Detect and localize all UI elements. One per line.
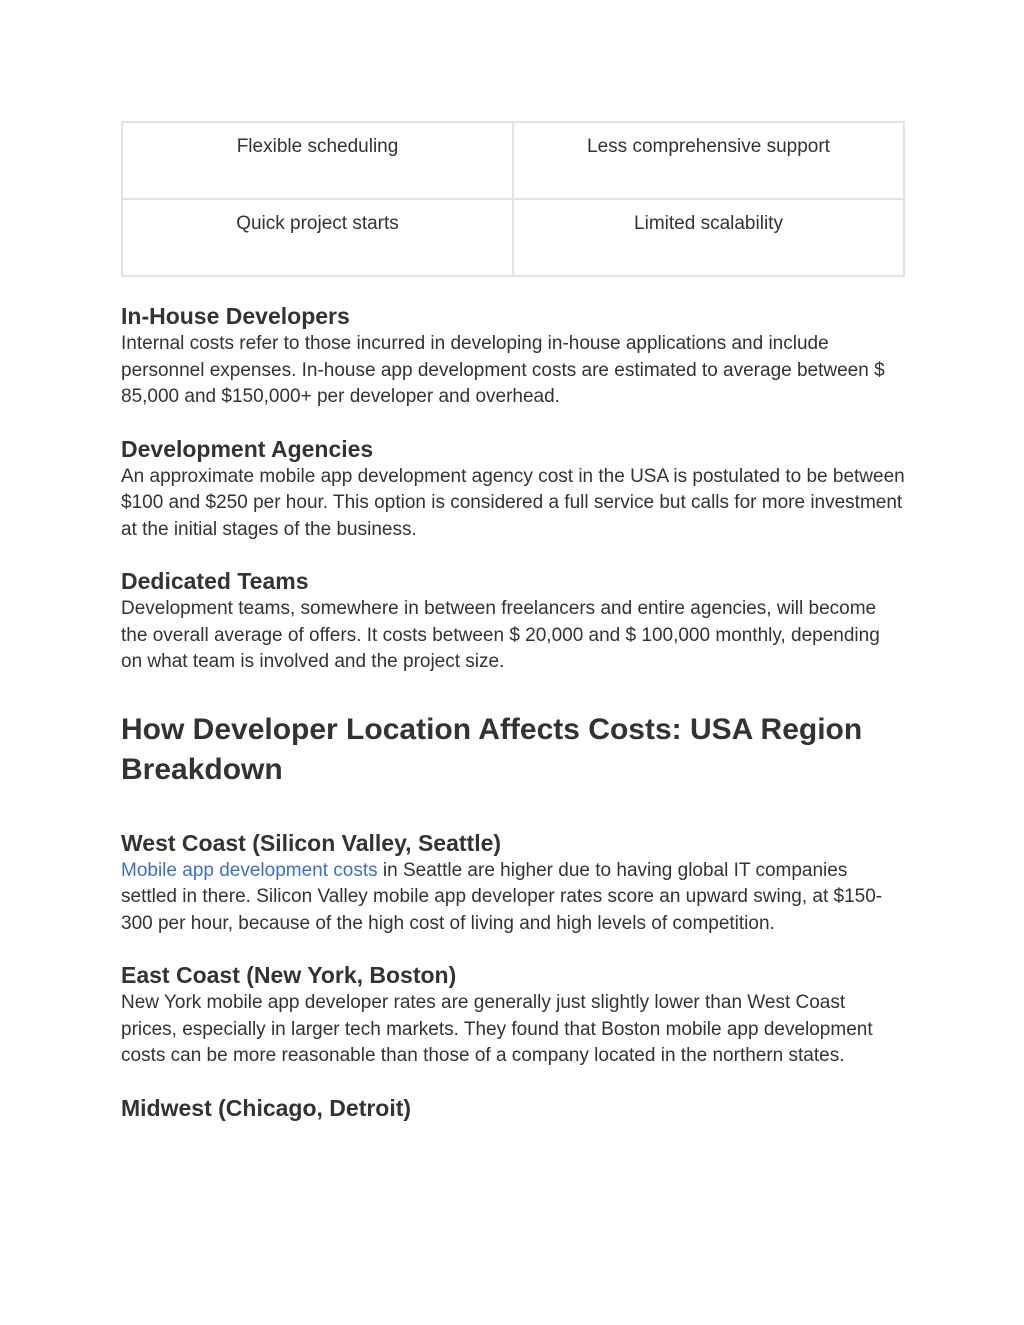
table-row (122, 199, 904, 276)
region-midwest (121, 1093, 905, 1123)
section-dedicated (121, 566, 905, 676)
region-heading: West Coast (Silicon Valley, Seattle) (121, 829, 502, 856)
table-cell: Limited scalability (513, 199, 904, 276)
section-agencies (121, 434, 905, 544)
table-cell: Quick project starts (122, 199, 513, 276)
table-cell: Less comprehensive support (513, 122, 904, 199)
section-paragraph: Development teams, somewhere in between freelancers and entire agencies, will become the overall average of offers. It costs between $ 20,000 and $ 100,000 monthly, depending on what team is involved and the project size. (121, 598, 880, 672)
section-heading: Dedicated Teams (121, 568, 309, 594)
main-heading: How Developer Location Affects Costs: USA Region Breakdown (121, 712, 863, 786)
main-heading-wrap (121, 710, 905, 790)
region-west (121, 828, 905, 938)
section-paragraph: An approximate mobile app development agency cost in the USA is postulated to be between $100 and $250 per hour. This option is considered a full service but calls for more investment at the initial stages of the business. (121, 465, 905, 540)
table-cell: Flexible scheduling (122, 122, 513, 199)
document-page (121, 121, 905, 1123)
section-paragraph: Internal costs refer to those incurred in developing in-house applications and include personnel expenses. In-house app development costs are estimated to average between $ 85,000 and $150,000+ per developer and overhead. (121, 333, 885, 407)
cost-link[interactable]: Mobile app development costs (121, 859, 378, 881)
region-heading: Midwest (Chicago, Detroit) (121, 1094, 412, 1121)
region-paragraph: New York mobile app developer rates are generally just slightly lower than West Coast prices, especially in larger tech markets. They found that Boston mobile app development costs can be more reasonable than those of a company located in the northern states. (121, 992, 873, 1066)
section-in-house (121, 301, 905, 411)
region-text: in Seattle are higher due to having global IT companies settled in there. Silicon Valley mobile app developer rates score an upward swing, at $150-300 per hour, because of the high cost of living and high levels of competition. (121, 859, 883, 934)
table-row (122, 122, 904, 199)
region-heading: East Coast (New York, Boston) (121, 962, 457, 988)
section-heading: Development Agencies (121, 435, 374, 462)
region-paragraph (121, 858, 905, 938)
pros-cons-table (121, 121, 905, 277)
region-east (121, 960, 905, 1070)
section-heading: In-House Developers (121, 303, 350, 329)
